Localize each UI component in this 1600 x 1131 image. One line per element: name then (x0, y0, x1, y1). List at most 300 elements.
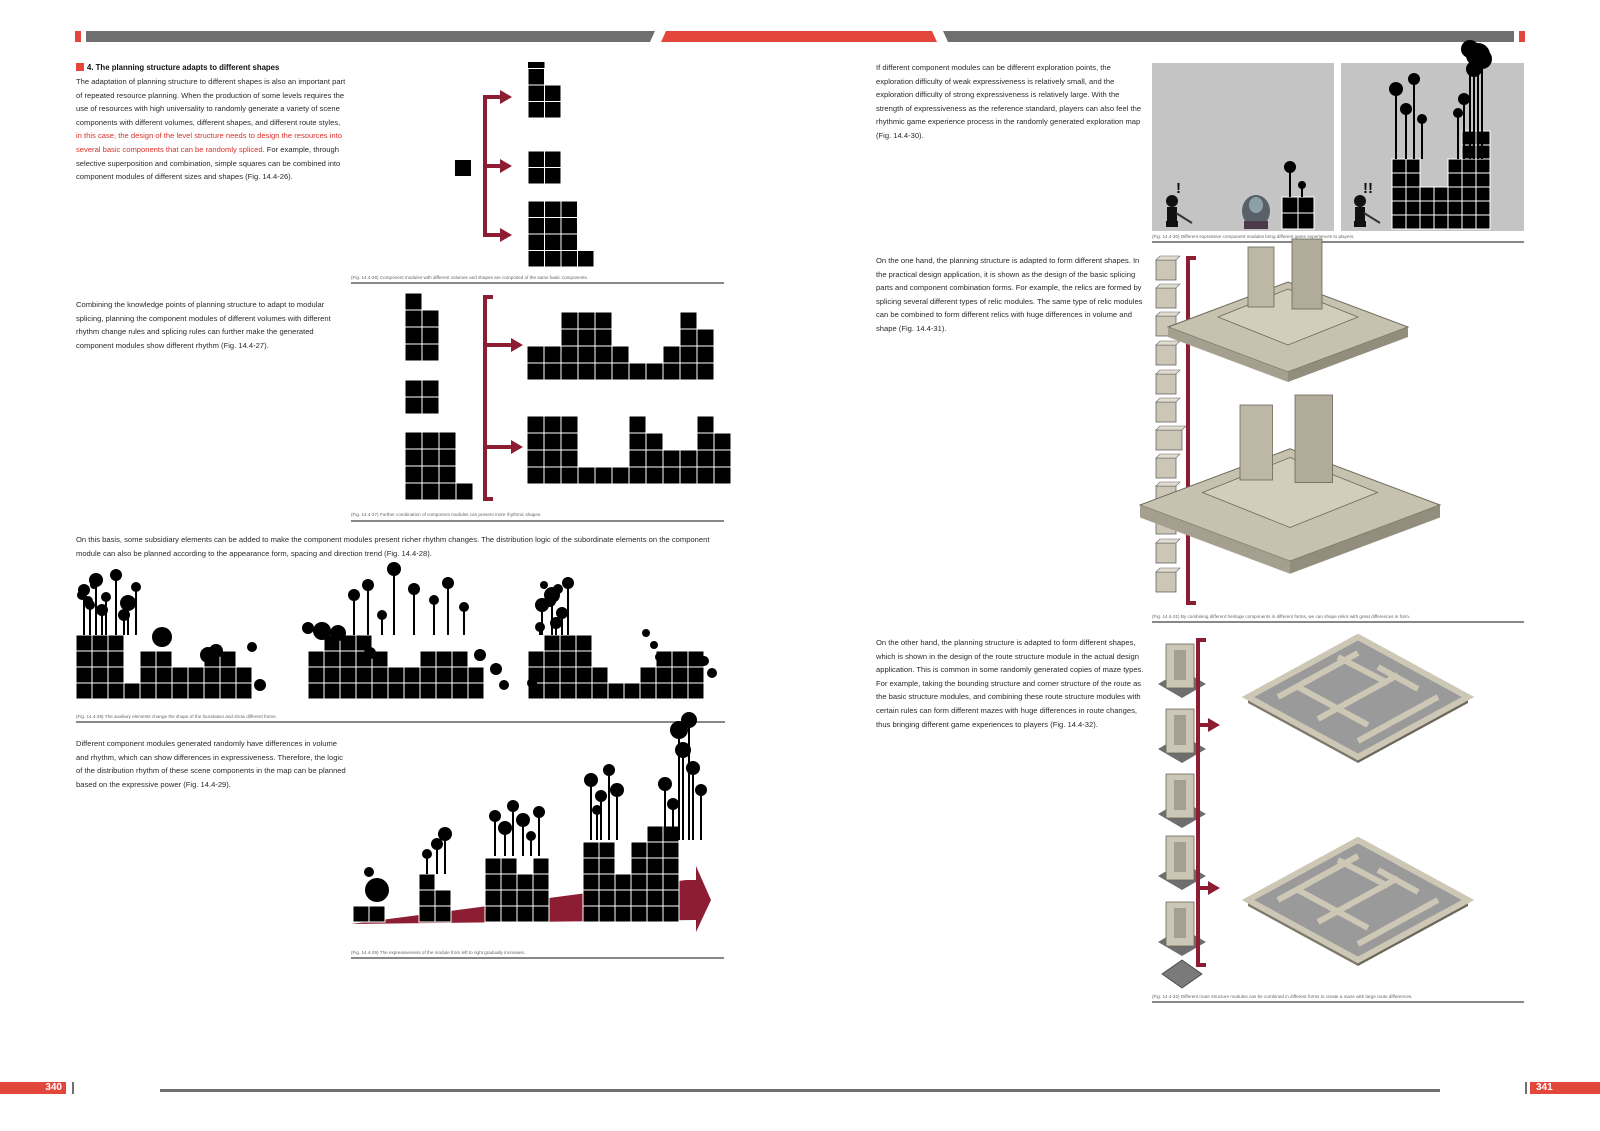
square-cell (156, 651, 172, 667)
square-cell (528, 102, 545, 119)
square-cell (578, 251, 595, 268)
square-cell (92, 651, 108, 667)
square-cell (485, 890, 501, 906)
square-cell (405, 397, 422, 414)
shrub-element (655, 652, 665, 662)
square-cell (439, 466, 456, 483)
square-cell (356, 683, 372, 699)
square-cell (1420, 201, 1434, 215)
square-cell (1434, 201, 1448, 215)
square-cell (545, 218, 562, 235)
shrub-element (90, 581, 98, 589)
square-cell (92, 683, 108, 699)
bracket-arrow (485, 297, 523, 499)
square-cell (340, 667, 356, 683)
square-cell (422, 432, 439, 449)
tree-element (695, 784, 707, 840)
square-cell (1448, 173, 1462, 187)
square-cell (528, 151, 545, 168)
square-cell (1476, 159, 1490, 173)
square-cell (1434, 187, 1448, 201)
square-cell (527, 450, 544, 467)
square-cell (324, 651, 340, 667)
square-cell (1392, 159, 1406, 173)
square-cell (545, 151, 562, 168)
shrub-element (707, 668, 717, 678)
square-cell (204, 683, 220, 699)
square-cell (1420, 215, 1434, 229)
square-cell (501, 906, 517, 922)
square-cell (647, 874, 663, 890)
square-cell (405, 380, 422, 397)
tree-element (408, 583, 420, 635)
square-cell (697, 346, 714, 363)
square-cell (612, 467, 629, 484)
square-cell (188, 683, 204, 699)
caption-29-rule (351, 957, 724, 959)
shrub-element (209, 644, 223, 658)
square-cell (468, 683, 484, 699)
square-cell (680, 312, 697, 329)
tree-element (610, 783, 624, 840)
relic-piece (1156, 572, 1176, 592)
square-cell (583, 890, 599, 906)
square-cell (697, 450, 714, 467)
shrub-element (499, 680, 509, 690)
square-cell (1448, 215, 1462, 229)
square-cell (561, 251, 578, 268)
square-cell (528, 69, 545, 86)
square-cell (308, 667, 324, 683)
highlighted-text: in this case, the design of the level structure needs to design the resources into several basic components that can be randomly spliced (76, 131, 342, 154)
relic-piece (1156, 458, 1176, 478)
square-cell (646, 450, 663, 467)
square-cell (1298, 197, 1314, 213)
square-cell (561, 234, 578, 251)
square-cell (592, 683, 608, 699)
square-cell (485, 858, 501, 874)
square-cell (688, 683, 704, 699)
square-cell (435, 890, 451, 906)
square-cell (592, 667, 608, 683)
square-cell (140, 667, 156, 683)
square-cell (527, 433, 544, 450)
square-cell (561, 416, 578, 433)
square-cell (680, 329, 697, 346)
square-cell (647, 858, 663, 874)
square-cell (527, 346, 544, 363)
tree-element (1389, 82, 1403, 159)
paragraph-maze: On the other hand, the planning structure is adapted to form different shapes, which is shown in the design of the route structure module in the actual design application. This is common in some randomly generated copies of maze types. For example, taking the bounding structure and corner structure of the route as the basic structure modules, and combining these route structure modules with certain rules can form different mazes with huge differences in route changes, thus bringing different game experiences to players (Fig. 14.4-32). (876, 638, 1144, 729)
square-cell (405, 310, 422, 327)
square-cell (1462, 159, 1476, 173)
relic-piece (1156, 430, 1182, 450)
tree-element (431, 838, 443, 874)
square-cell (629, 450, 646, 467)
square-cell (561, 329, 578, 346)
square-cell (1448, 201, 1462, 215)
square-cell (1476, 173, 1490, 187)
square-cell (76, 635, 92, 651)
square-cell (485, 906, 501, 922)
tree-element (489, 810, 501, 856)
module-1 (353, 906, 385, 922)
tree-element (526, 831, 536, 856)
square-cell (405, 293, 422, 310)
module-weak (1282, 197, 1314, 229)
relic-piece (1156, 345, 1176, 365)
square-cell (1476, 215, 1490, 229)
paragraph-rhythm: Combining the knowledge points of planning structure to adapt to modular splicing, planning the component modules of different volumes with different rhythm change rules and splicing rules can further make the generated component modules show different rhythm (Fig. 14.4-27). (76, 300, 331, 350)
paragraph-subsidiary: On this basis, some subsidiary elements can be added to make the component modules present richer rhythm changes. The distribution logic of the subordinate elements on the component module can also be planned according to the appearance form, spacing and direction trend (Fig. 14.4-28). (76, 535, 710, 558)
square-cell (576, 635, 592, 651)
square-cell (501, 874, 517, 890)
maze-layout (1248, 840, 1468, 966)
square-cell (663, 346, 680, 363)
square-cell (528, 85, 545, 102)
square-cell (92, 667, 108, 683)
square-cell (528, 251, 545, 268)
square-cell (324, 683, 340, 699)
square-cell (1462, 173, 1476, 187)
tree-element (362, 579, 374, 635)
square-cell (631, 890, 647, 906)
module-4 (583, 826, 679, 922)
caption-26-rule (351, 282, 724, 284)
square-cell (204, 667, 220, 683)
square-cell (1282, 197, 1298, 213)
square-cell (680, 363, 697, 380)
square-cell (92, 635, 108, 651)
square-cell (1282, 213, 1298, 229)
relic-piece (1156, 288, 1176, 308)
section-heading: 4. The planning structure adapts to different shapes (76, 61, 346, 75)
square-cell (631, 874, 647, 890)
square-cell (533, 858, 549, 874)
square-cell (1476, 201, 1490, 215)
monster-enemy (1242, 195, 1270, 229)
square-cell (663, 450, 680, 467)
tree-element (459, 602, 469, 635)
square-cell (595, 467, 612, 484)
square-cell (663, 890, 679, 906)
foundation-module (528, 635, 704, 699)
square-cell (656, 667, 672, 683)
square-cell (576, 667, 592, 683)
square-cell (647, 906, 663, 922)
square-cell (560, 683, 576, 699)
square-cell (624, 683, 640, 699)
square-cell (422, 380, 439, 397)
shrub-element (699, 656, 709, 666)
figure-14-4-30 (1152, 63, 1524, 233)
square-cell (188, 667, 204, 683)
square-cell (405, 466, 422, 483)
square-cell (714, 450, 731, 467)
shrub-element (364, 867, 374, 877)
square-cell (545, 201, 562, 218)
tree-element (377, 610, 387, 635)
shrub-element (254, 679, 266, 691)
square-cell (405, 432, 422, 449)
square-cell (545, 85, 562, 102)
square-cell (697, 363, 714, 380)
square-cell (629, 433, 646, 450)
square-cell (578, 363, 595, 380)
square-cell (646, 363, 663, 380)
relic-piece (1156, 374, 1176, 394)
square-cell (528, 218, 545, 235)
square-cell (544, 450, 561, 467)
square-cell (646, 433, 663, 450)
tree-element (603, 764, 615, 840)
square-cell (388, 667, 404, 683)
square-cell (578, 467, 595, 484)
square-cell (697, 433, 714, 450)
heading-marker (76, 63, 84, 71)
square-cell (435, 906, 451, 922)
tree-element (422, 849, 432, 874)
square-cell (615, 890, 631, 906)
shrub-element (313, 622, 331, 640)
square-cell (1476, 187, 1490, 201)
module-3 (485, 858, 549, 922)
square-cell (517, 874, 533, 890)
square-cell (1448, 159, 1462, 173)
square-cell (308, 683, 324, 699)
square-cell (420, 651, 436, 667)
module-tall (405, 293, 439, 361)
shrub-element (247, 642, 257, 652)
square-cell (528, 234, 545, 251)
square-cell (561, 467, 578, 484)
square-cell (1462, 201, 1476, 215)
relic-structure (1168, 239, 1408, 382)
module-square (405, 380, 439, 414)
square-cell (528, 651, 544, 667)
square-cell (528, 201, 545, 218)
square-cell (561, 312, 578, 329)
shrub-element (83, 596, 93, 606)
bracket-arrow (1198, 640, 1220, 965)
tree-element (535, 622, 545, 635)
square-cell (356, 667, 372, 683)
square-cell (656, 683, 672, 699)
square-cell (76, 683, 92, 699)
caption-31-rule (1152, 621, 1524, 623)
header-segments (0, 31, 1600, 43)
bracket-arrow (1188, 258, 1210, 603)
caption-28: (Fig. 14.4-28) The auxiliary elements change the shape of the foundation and show different forms. (76, 714, 277, 719)
square-cell (456, 483, 473, 500)
square-cell (646, 467, 663, 484)
square-cell (404, 667, 420, 683)
square-cell (419, 874, 435, 890)
square-cell (561, 433, 578, 450)
relic-piece (1156, 260, 1176, 280)
square-cell (1392, 173, 1406, 187)
single-square (455, 160, 471, 176)
square-cell (663, 842, 679, 858)
square-cell (172, 683, 188, 699)
square-cell (647, 826, 663, 842)
square-cell (1434, 215, 1448, 229)
square-cell (631, 906, 647, 922)
square-cell (576, 683, 592, 699)
shrub-element (544, 595, 556, 607)
caption-28-rule (76, 721, 725, 723)
square-cell (220, 683, 236, 699)
square-cell (595, 329, 612, 346)
square-cell (672, 667, 688, 683)
square-cell (544, 683, 560, 699)
square-cell (545, 168, 562, 185)
shrub-element (490, 663, 502, 675)
square-cell (439, 483, 456, 500)
square-cell (517, 906, 533, 922)
square-cell (576, 651, 592, 667)
tree-element (1284, 161, 1296, 197)
square-cell (140, 651, 156, 667)
square-cell (436, 683, 452, 699)
square-cell (436, 651, 452, 667)
footer-tick-right (1525, 1082, 1527, 1094)
square-cell (1392, 187, 1406, 201)
square-cell (599, 874, 615, 890)
square-cell (680, 450, 697, 467)
square-cell (452, 651, 468, 667)
square-cell (578, 312, 595, 329)
square-cell (672, 651, 688, 667)
square-cell (615, 874, 631, 890)
module-l-shape (528, 201, 594, 267)
square-cell (578, 346, 595, 363)
square-cell (405, 483, 422, 500)
alert-mark-double: !! (1363, 180, 1373, 197)
square-cell (340, 651, 356, 667)
square-cell (236, 667, 252, 683)
square-cell (419, 890, 435, 906)
tree-element (562, 577, 574, 635)
square-cell (422, 449, 439, 466)
square-cell (631, 858, 647, 874)
square-cell (140, 683, 156, 699)
square-cell (1392, 201, 1406, 215)
square-cell (631, 842, 647, 858)
tree-element (1417, 114, 1427, 159)
square-cell (560, 651, 576, 667)
square-cell (419, 906, 435, 922)
square-cell (544, 651, 560, 667)
footer-tick-left (72, 1082, 74, 1094)
square-cell (599, 858, 615, 874)
square-cell (561, 201, 578, 218)
square-cell (714, 433, 731, 450)
square-cell (612, 346, 629, 363)
caption-29: (Fig. 14.4-29) The expressiveness of the module from left to right gradually increases. (351, 950, 526, 955)
square-cell (372, 683, 388, 699)
module-tall (528, 69, 561, 119)
caption-32-rule (1152, 1001, 1524, 1003)
square-cell (1406, 215, 1420, 229)
square-cell (1406, 159, 1420, 173)
square-cell (501, 890, 517, 906)
square-cell (544, 667, 560, 683)
header-red-tab-right (1519, 31, 1525, 42)
caption-31: (Fig. 14.4-31) By combining different heritage components in different forms, we can shape relics with great differences in form. (1152, 614, 1411, 619)
square-cell (1298, 213, 1314, 229)
page-number-left: 340 (0, 1082, 66, 1094)
figure-14-4-28 (76, 573, 726, 713)
square-cell (1406, 173, 1420, 187)
square-cell (405, 344, 422, 361)
tree-element (498, 821, 512, 856)
square-cell (324, 667, 340, 683)
square-cell (544, 635, 560, 651)
square-cell (124, 683, 140, 699)
caption-27-rule (351, 520, 724, 522)
square-cell (439, 432, 456, 449)
rhythm-row-bottom (527, 416, 731, 484)
square-cell (583, 906, 599, 922)
shrub-element (527, 678, 537, 688)
square-cell (595, 363, 612, 380)
figure-14-4-27 (405, 297, 715, 512)
square-cell (76, 667, 92, 683)
shrub-element (474, 649, 486, 661)
tree-element (1298, 181, 1306, 197)
square-cell (372, 667, 388, 683)
tree-element (533, 806, 545, 856)
square-cell (544, 467, 561, 484)
square-cell (629, 416, 646, 433)
square-cell (420, 667, 436, 683)
square-cell (544, 416, 561, 433)
square-cell (439, 449, 456, 466)
caption-32: (Fig. 14.4-32) Different route structure modules can be combined in different forms to create a maze with large route differences. (1152, 994, 1413, 999)
square-cell (340, 683, 356, 699)
square-cell (404, 683, 420, 699)
figure-14-4-29 (351, 740, 726, 940)
footer-rule (160, 1089, 1440, 1092)
caption-27: (Fig. 14.4-27) Further combination of component modules can present more rhythmic shapes. (351, 512, 542, 517)
square-cell (663, 874, 679, 890)
square-cell (156, 683, 172, 699)
paragraph-intro: The adaptation of planning structure to different shapes is also an important part of repeated resource planning. When the production of some levels requires the use of resources with high universality to randomly generate a variety of scene components with different volumes, different shapes, and different route styles, in this case, the design of the level structure needs to design the resources into several basic components that can be randomly spliced. For example, through selective superposition and combination, simple squares can be combined into component modules of different sizes and shapes (Fig. 14.4-26). (76, 77, 346, 182)
square-cell (1462, 215, 1476, 229)
square-cell (599, 906, 615, 922)
square-cell (697, 329, 714, 346)
square-cell (663, 363, 680, 380)
square-cell (544, 433, 561, 450)
figure-14-4-31 (1152, 258, 1524, 613)
square-cell (608, 683, 624, 699)
square-cell (1406, 187, 1420, 201)
shrub-element (364, 647, 376, 659)
square-cell (599, 842, 615, 858)
square-cell (527, 363, 544, 380)
square-cell (108, 683, 124, 699)
shrub-element (553, 584, 563, 594)
square-cell (545, 102, 562, 119)
square-cell (236, 683, 252, 699)
square-cell (663, 906, 679, 922)
square-cell (697, 416, 714, 433)
player-character (1354, 195, 1380, 227)
square-cell (663, 858, 679, 874)
square-cell (452, 667, 468, 683)
square-cell (533, 874, 549, 890)
